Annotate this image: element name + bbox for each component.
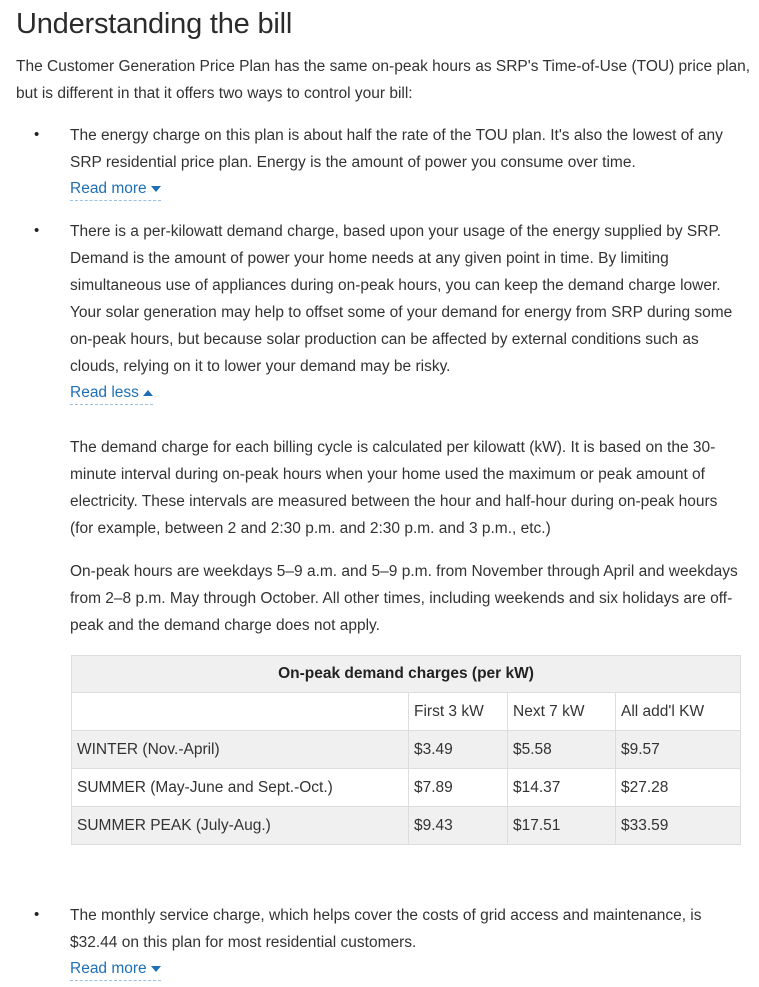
rate-cell: $9.43 [409,807,508,845]
caret-down-icon [151,966,161,972]
demand-charges-table [71,655,741,845]
read-less-demand-link[interactable] [70,382,153,405]
on-peak-hours-text: On-peak hours are weekdays 5–9 a.m. and 5–9 p.m. from November through April and weekdays from 2–8 p.m. May through October. All other times, including weekends and six holidays are off-peak and the demand charge does not apply. [70,563,738,634]
column-header [72,693,409,731]
season-cell: SUMMER (May-June and Sept.-Oct.) [72,769,409,807]
column-header: All add'l KW [616,693,741,731]
rate-cell: $5.58 [508,731,616,769]
column-header: First 3 kW [409,693,508,731]
read-more-label: Read more [70,960,147,977]
caret-down-icon [151,186,161,192]
rate-cell: $33.59 [616,807,741,845]
service-charge-text: The monthly service charge, which helps cover the costs of grid access and maintenance, is $32.44 on this plan for most residential customers. [70,907,702,951]
caret-up-icon [143,390,153,396]
read-less-label: Read less [70,384,139,401]
season-cell: WINTER (Nov.-April) [72,731,409,769]
bullet-marker: • [34,222,40,239]
table-row [72,769,741,807]
page-title: Understanding the bill [16,8,293,40]
read-more-service-link[interactable] [70,958,161,981]
table-header-row [72,693,741,731]
demand-calculation-text: The demand charge for each billing cycle is calculated per kilowatt (kW). It is based on the 30-minute interval during on-peak hours when your home used the maximum or peak amount of electricity. These intervals are measured between the hour and half-hour during on-peak hours (for example, between 2 and 2:30 p.m. and 2:30 p.m. and 3 p.m., etc.) [70,439,718,537]
read-more-energy-link[interactable] [70,178,161,201]
table-caption: On-peak demand charges (per kW) [72,656,741,693]
intro-paragraph: The Customer Generation Price Plan has the same on-peak hours as SRP's Time-of-Use (TOU) price plan, but is different in that it offers two ways to control your bill: [16,58,751,102]
rate-cell: $14.37 [508,769,616,807]
demand-charge-text: There is a per-kilowatt demand charge, based upon your usage of the energy supplied by SRP. Demand is the amount of power your home needs at any given point in time. By limiting simultaneous use of appliances during on-peak hours, you can keep the demand charge lower. Your solar generation may help to offset some of your demand for energy from SRP during some on-peak hours, but because solar production can be affected by external conditions such as clouds, relying on it to lower your demand may be risky. [70,223,733,375]
bullet-marker: • [34,906,40,923]
table-row [72,807,741,845]
rate-cell: $27.28 [616,769,741,807]
bullet-marker: • [34,126,40,143]
column-header: Next 7 kW [508,693,616,731]
energy-charge-text: The energy charge on this plan is about half the rate of the TOU plan. It's also the lowest of any SRP residential price plan. Energy is the amount of power you consume over time. [70,127,723,171]
rate-cell: $7.89 [409,769,508,807]
season-cell: SUMMER PEAK (July-Aug.) [72,807,409,845]
table-row [72,731,741,769]
rate-cell: $3.49 [409,731,508,769]
rate-cell: $9.57 [616,731,741,769]
read-more-label: Read more [70,180,147,197]
rate-cell: $17.51 [508,807,616,845]
